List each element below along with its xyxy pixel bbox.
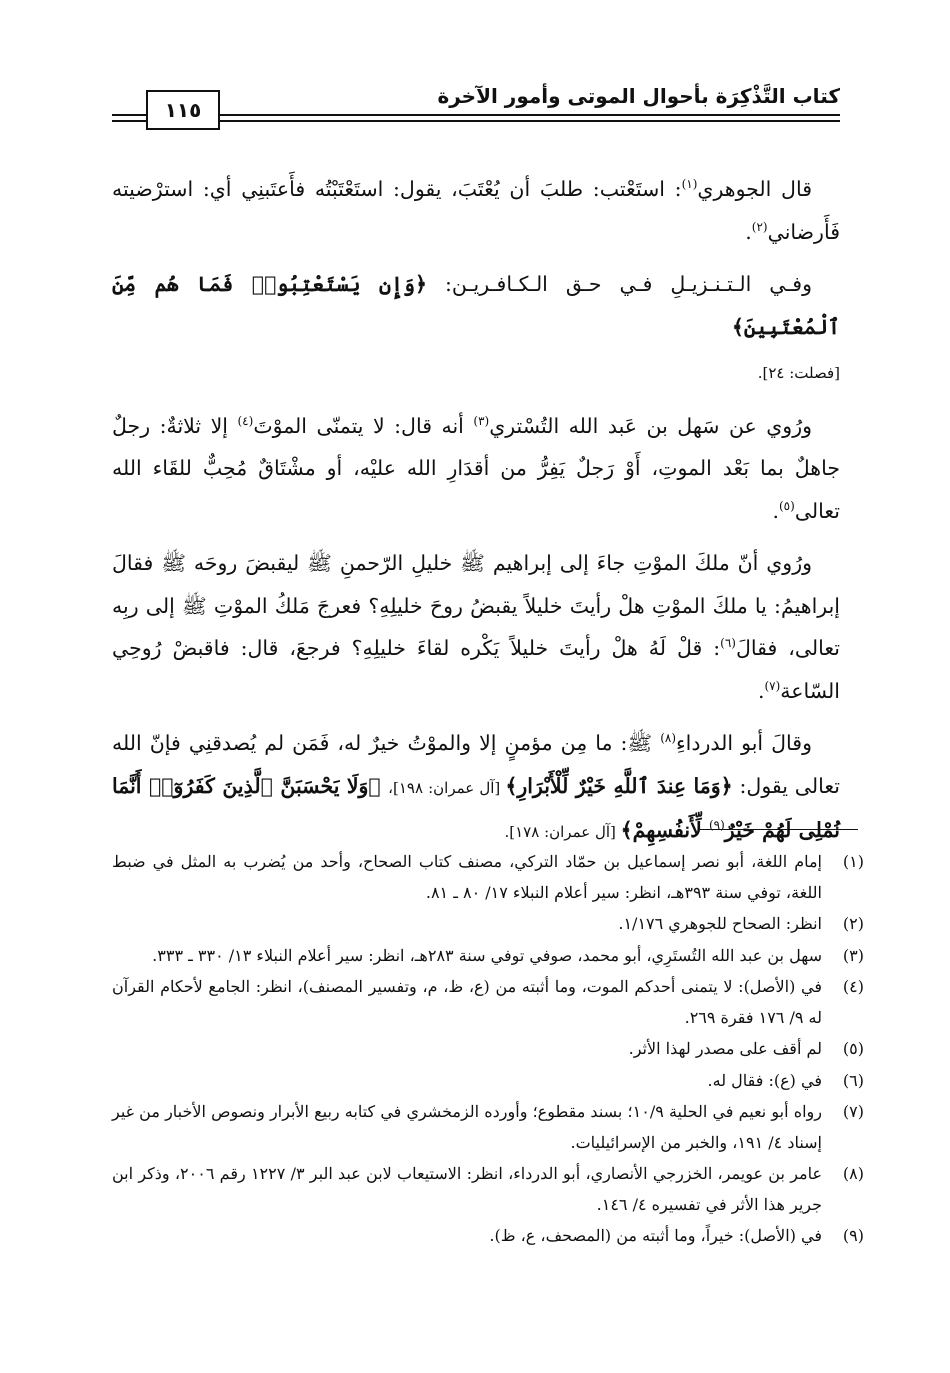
- footnote-number: (٣): [842, 945, 864, 965]
- footnote-text: لم أقف على مصدر لهذا الأثر.: [628, 1039, 822, 1058]
- page-header: [112, 78, 840, 134]
- footnote-number: (٩): [842, 1226, 864, 1245]
- footnote-number: (٦): [842, 1070, 864, 1090]
- footnote-number: (١): [842, 852, 864, 871]
- paragraph-3: [112, 405, 840, 533]
- footnote: [112, 1221, 864, 1252]
- footnote: [112, 941, 864, 972]
- quran-quote: لِّأَنفُسِهِمْ﴾: [620, 818, 709, 842]
- footnote-text: رواه أبو نعيم في الحلية ١٠/٩؛ بسند مقطوع؛ وأورده الزمخشري في كتابه ربيع الأبرار ونصوص الأخبار من غير إسناد ٤/ ١٩١، والخبر من الإسرائيليات.: [112, 1102, 823, 1152]
- text-run: .: [772, 498, 779, 523]
- text-run: : استَعْتب: طلبَ أن يُعْتَبَ، يقول: استَعْتَبْتُه فأَعتَبنِي أي: استرْضيته فَأَرضاني: [112, 177, 840, 244]
- footnote-text: في (الأصل): لا يتمنى أحدكم الموت، وما أثبته من (ع، ظ، م، وتفسير المصنف)، انظر: الجامع لأحكام القرآن له ٩/ ١٧٦ فقرة ٢٦٩.: [112, 977, 822, 1027]
- quran-quote: ﴿وَلَا يَحْسَبَنَّ ٱلَّذِينَ كَفَرُوٓا۟ أَنَّمَا نُمْلِى لَهُمْ خَيْرٌ: [112, 773, 840, 842]
- text-run: أنه قال: لا يتمنّى الموْتَ: [253, 413, 474, 438]
- quran-quote: ﴿وَمَا عِندَ ٱللَّهِ خَيْرٌ لِّلْأَبْرَارِ﴾: [505, 773, 733, 798]
- header-rule-top: [112, 114, 840, 116]
- text-run: إلا ثلاثةٌ: رجلٌ جاهلٌ بما بَعْد الموتِ، أَوْ رَجلٌ يَفِرُّ من أقدَارِ الله عليْه، أو مشْتَاقٌ مُحِبٌّ للقَاء الله تعالى: [112, 413, 840, 523]
- footnote-number: (٥): [842, 1039, 864, 1058]
- footnote-ref-4: (٤): [237, 413, 254, 428]
- footnote-ref-9: (٩): [708, 818, 725, 833]
- text-run: ورُوي أنّ ملكَ الموْتِ جاءَ إلى إبراهيم ﷺ خليلِ الرّحمنِ ﷺ ليقبضَ روحَه ﷺ فقالَ إبراهيمُ: يا ملكَ الموْتِ هلْ رأيتَ خليلاً يقبضُ روحَ خليلِهِ؟ فعرجَ مَلكُ الموْتِ ﷺ إلى ربِه تعالى، فقالَ: [112, 551, 840, 660]
- main-text: [112, 168, 840, 864]
- paragraph-2: [112, 263, 840, 348]
- footnote-text: في (ع): فقال له.: [707, 1070, 822, 1090]
- surah-reference: [فصلت: ٢٤].: [757, 364, 840, 382]
- paragraph-1: [112, 168, 840, 253]
- paragraph-5: [112, 722, 840, 854]
- footnote: [112, 1034, 864, 1065]
- footnote: [112, 972, 864, 1033]
- footnote: [112, 1159, 864, 1220]
- book-title: كتاب التَّذْكِرَة بأحوال الموتى وأمور الآخرة: [437, 84, 840, 108]
- footnote-ref-2: (٢): [751, 219, 768, 234]
- quran-quote: ﴿وَإِن يَسْتَعْتِبُوا۟ فَمَا هُم مِّنَ ٱلْمُعْتَبِينَ﴾: [112, 272, 840, 339]
- page-number: ١١٥: [146, 90, 220, 130]
- footnote: [112, 847, 864, 908]
- footnote-number: (٧): [842, 1102, 864, 1121]
- footnote: [112, 909, 864, 940]
- footnote-text: في (الأصل): خيراً، وما أثبته من (المصحف، ع، ظ).: [489, 1226, 822, 1245]
- paragraph-2-ref: [112, 350, 840, 395]
- paragraph-4: [112, 542, 840, 712]
- text-run: وقالَ أبو الدرداءِ: [676, 731, 812, 755]
- footnote-number: (٢): [842, 914, 864, 933]
- text-run: : قلْ لَهُ هلْ رأيتَ خليلاً يَكْره لقاءَ خليلِهِ؟ فرجعَ، قال: فاقبضْ رُوحِي السّاعة: [112, 636, 840, 703]
- footnote-ref-3: (٣): [473, 413, 490, 428]
- footnote-ref-8: (٨): [660, 731, 677, 746]
- surah-reference: [آل عمران: ١٩٨]،: [388, 778, 506, 797]
- footnote: [112, 1097, 864, 1158]
- footnote-text: انظر: الصحاح للجوهري ١/١٧٦.: [618, 914, 822, 933]
- footnote-ref-1: (١): [681, 177, 698, 192]
- footnote: [112, 1066, 864, 1097]
- footnote-ref-6: (٦): [720, 636, 736, 651]
- text-run: قال الجوهري: [697, 177, 812, 201]
- text-run: .: [745, 219, 752, 244]
- text-run: .: [757, 678, 765, 703]
- header-rule-bottom: [112, 120, 840, 122]
- surah-reference: [آل عمران: ١٧٨].: [504, 823, 621, 841]
- footnote-ref-7: (٧): [764, 678, 781, 693]
- footnote-ref-5: (٥): [778, 498, 795, 513]
- footnote-number: (٤): [842, 977, 864, 996]
- footnote-text: سهل بن عبد الله التُستَرِي، أبو محمد، صوفي توفي سنة ٢٨٣هـ، انظر: سير أعلام النبلاء ١٣/ ٣٣٠ ـ ٣٣٣.: [152, 945, 822, 965]
- text-run: ورُوي عن سَهل بن عَبد الله التُسْتري: [489, 413, 813, 438]
- text-run: ﷺ: ما مِن مؤمنٍ إلا والموْتُ خيرٌ له، فَمَن لم يُصدقنِي فإنّ الله تعالى يقول:: [112, 731, 840, 798]
- footnote-text: إمام اللغة، أبو نصر إسماعيل بن حمّاد التركي، مصنف كتاب الصحاح، وأحد من يُضرب به المثل في ضبط اللغة، توفي سنة ٣٩٣هـ، انظر: سير أعلام النبلاء ١٧/ ٨٠ ـ ٨١.: [112, 852, 822, 902]
- footnote-text: عامر بن عويمر، الخزرجي الأنصاري، أبو الدرداء، انظر: الاستيعاب لابن عبد البر ٣/ ١٢٢٧ رقم ٢٠٠٦، وذكر ابن جرير هذا الأثر في تفسيره ٤/ ١٤٦.: [112, 1164, 823, 1214]
- footnote-number: (٨): [842, 1164, 864, 1183]
- footnotes: [112, 847, 864, 1253]
- text-run: وفـي الـتـنـزيـلِ فـي حـق الـكـافـريـن:: [427, 272, 812, 296]
- footnote-separator: [700, 829, 858, 830]
